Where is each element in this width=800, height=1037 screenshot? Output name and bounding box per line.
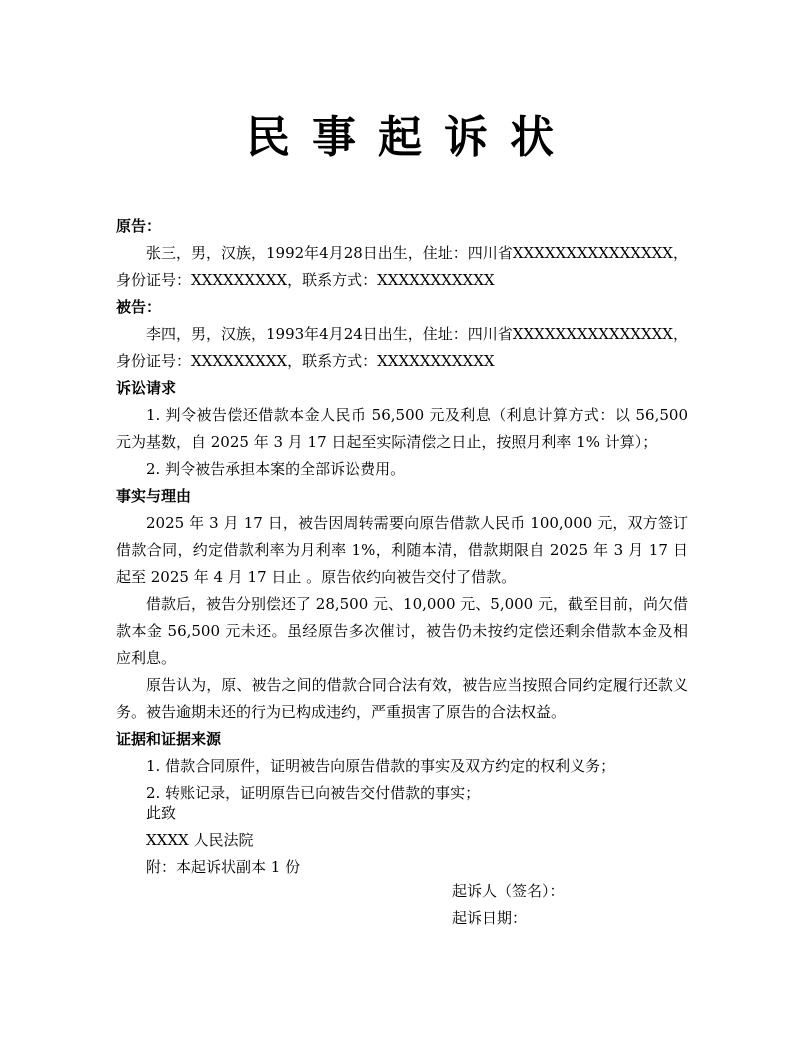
plaintiff-info: 张三，男，汉族，1992年4月28日出生，住址：四川省XXXXXXXXXXXXXXX，身份证号：XXXXXXXXX，联系方式：XXXXXXXXXXX	[116, 244, 688, 289]
evidence-item: 2. 转账记录，证明原告已向被告交付借款的事实；	[146, 784, 481, 802]
plaintiff-signature-label: 起诉人（签名）：	[452, 882, 565, 900]
facts-paragraph: 借款后，被告分别偿还了 28,500 元、10,000 元、5,000 元，截至目前，尚欠借款本金 56,500 元未还。虽经原告多次催讨，被告仍未按约定偿还剩余借款本金及相应利息。	[116, 595, 688, 667]
court-name: XXXX 人民法院	[146, 831, 254, 849]
claim-item: 2. 判令被告承担本案的全部诉讼费用。	[146, 460, 406, 478]
document-title: 民事起诉状	[246, 112, 576, 163]
document-body	[116, 213, 688, 807]
facts-paragraph: 原告认为，原、被告之间的借款合同合法有效，被告应当按照合同约定履行还款义务。被告逾期未还的行为已构成违约，严重损害了原告的合法权益。	[116, 676, 688, 721]
defendant-info: 李四，男，汉族，1993年4月24日出生，住址：四川省XXXXXXXXXXXXXXX，身份证号：XXXXXXXXX，联系方式：XXXXXXXXXXX	[116, 325, 688, 370]
claim-item: 1. 判令被告偿还借款本金人民币 56,500 元及利息（利息计算方式：以 56,500 元为基数，自 2025 年 3 月 17 日起至实际清偿之日止，按照月利率 1% 计算）；	[116, 406, 688, 451]
plaintiff-heading: 原告：	[116, 217, 162, 235]
salutation: 此致	[146, 804, 177, 822]
evidence-heading: 证据和证据来源	[116, 730, 222, 748]
attachment-note: 附：本起诉状副本 1 份	[146, 858, 301, 876]
defendant-heading: 被告：	[116, 298, 162, 316]
filing-date-label: 起诉日期：	[452, 909, 528, 927]
facts-heading: 事实与理由	[116, 487, 192, 505]
claims-heading: 诉讼请求	[116, 379, 177, 397]
signature-block	[452, 878, 565, 932]
closing-block	[146, 800, 300, 881]
facts-paragraph: 2025 年 3 月 17 日，被告因周转需要向原告借款人民币 100,000 元，双方签订借款合同，约定借款利率为月利率 1%，利随本清，借款期限自 2025 年 3 月 17 日起至 2025 年 4 月 17 日止 。原告依约向被告交付了借款。	[116, 514, 688, 586]
evidence-item: 1. 借款合同原件，证明被告向原告借款的事实及双方约定的权利义务；	[146, 757, 616, 775]
